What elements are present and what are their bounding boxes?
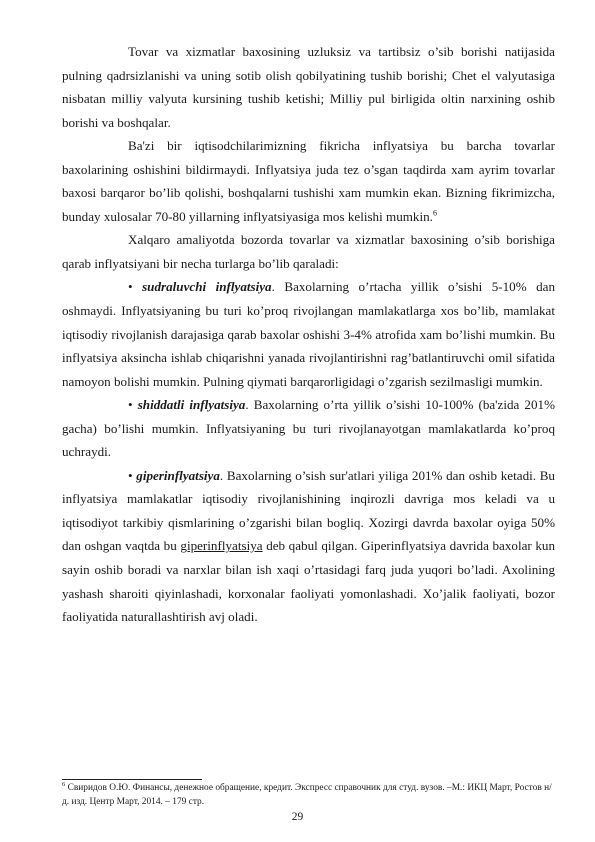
paragraph-3-text: Xalqaro amaliyotda bozorda tovarlar va xizmatlar baxosining o’sib borishiga qarab inflyatsiyani bir necha turlarga bo’lib qaraladi: [62, 232, 555, 271]
footnote-text: Свиридов О.Ю. Финансы, денежное обращение, кредит. Экспресс справочник для студ. вузов. –М.: ИКЦ Март, Ростов н/д. изд. Центр Март, 2014. – 179 стр. [62, 783, 552, 807]
paragraph-1-text: Tovar va xizmatlar baxosining uzluksiz va tartibsiz o’sib borishi natijasida pulning qadrsizlanishi va uning sotib olish qobilyatining tushib borishi; Chet el valyutasiga nisbatan milliy valyuta kursining tushib ketishi; Milliy pul birligida oltin narxining oshib borishi va boshqalar. [62, 44, 555, 130]
list-item-text: . Baxolarning o’rtacha yillik o’sishi 5-10% dan oshmaydi. Inflyatsiyaning bu turi ko’proq rivojlangan mamlakatlarga xos bo’lib, mamlakat iqtisodiy rivojlanish darajasiga qarab baxolar oshishi 3-4% atrofida xam bo’lishi mumkin. Bu inflyatsiya aksincha ishlab chiqarishni yanada rivojlantirishni rag’batlantiruvchi omil sifatida namoyon bolishi mumkin. Pulning qiymati barqarorligidagi o’zgarish sezilmasligi mumkin. [62, 279, 555, 389]
paragraph-3 [62, 228, 555, 275]
hyperinflation-link[interactable]: giperinflyatsiya [180, 538, 263, 554]
paragraph-2-text: Ba'zi bir iqtisodchilarimizning fikricha inflyatsiya bu barcha tovarlar baxolarining oshishini bildirmaydi. Inflyatsiya juda tez o’sgan taqdirda xam ayrim tovarlar baxosi barqaror bo’lib qolishi, boshqalarni tushishi xam mumkin ekan. Bizning fikrimizcha, bunday xulosalar 70-80 yillarning inflyatsiyasiga mos kelishi mumkin. [62, 138, 555, 224]
list-item-hyperinflation [62, 464, 555, 629]
bullet-icon: • [128, 279, 133, 295]
term-hyperinflation: giperinflyatsiya [136, 467, 220, 483]
footnote-reference[interactable]: 6 [432, 208, 437, 218]
paragraph-1 [62, 40, 555, 134]
document-body [62, 40, 555, 629]
list-item-galloping-inflation [62, 393, 555, 464]
paragraph-2 [62, 134, 555, 228]
list-item-text: . Baxolarning o’rta yillik o’sishi 10-100% (ba'zida 201% gacha) bo’lishi mumkin. Inflyatsiyaning bu turi rivojlanayotgan mamlakatlarda ko’proq uchraydi. [62, 397, 555, 460]
footnote [62, 781, 555, 809]
list-item-creeping-inflation [62, 275, 555, 393]
footnote-number: 6 [62, 780, 66, 788]
page-number: 29 [291, 811, 304, 823]
bullet-icon: • [128, 397, 133, 413]
footnote-divider [62, 779, 202, 780]
list-item-text: . Baxolarning o’sish sur'atlari yiliga 201% dan oshib ketadi. Bu inflyatsiya mamlakatlar iqtisodiy rivojlanishining inqirozli davriga mos keladi va u iqtisodiyot tarkibiy qismlarining o’zgarishi bilan bogliq. Xozirgi davrda baxolar oyiga 50% dan oshgan vaqtda bu [62, 467, 555, 554]
term-creeping-inflation: sudraluvchi inflyatsiya [142, 279, 272, 295]
bullet-icon: • [128, 467, 133, 483]
list-item-text-continued: deb qabul qilgan. Giperinflyatsiya davrida baxolar kun sayin oshib boradi va narxlar bilan ish xaqi o’rtasidagi farq juda yuqori bo’ladi. Axolining yashash sharoiti qiyinlashadi, korxonalar faoliyati yomonlashadi. Xo’jalik faoliyati, bozor faoliyatida naturallashtirish avj oladi. [62, 538, 555, 625]
term-galloping-inflation: shiddatli inflyatsiya [137, 397, 246, 413]
